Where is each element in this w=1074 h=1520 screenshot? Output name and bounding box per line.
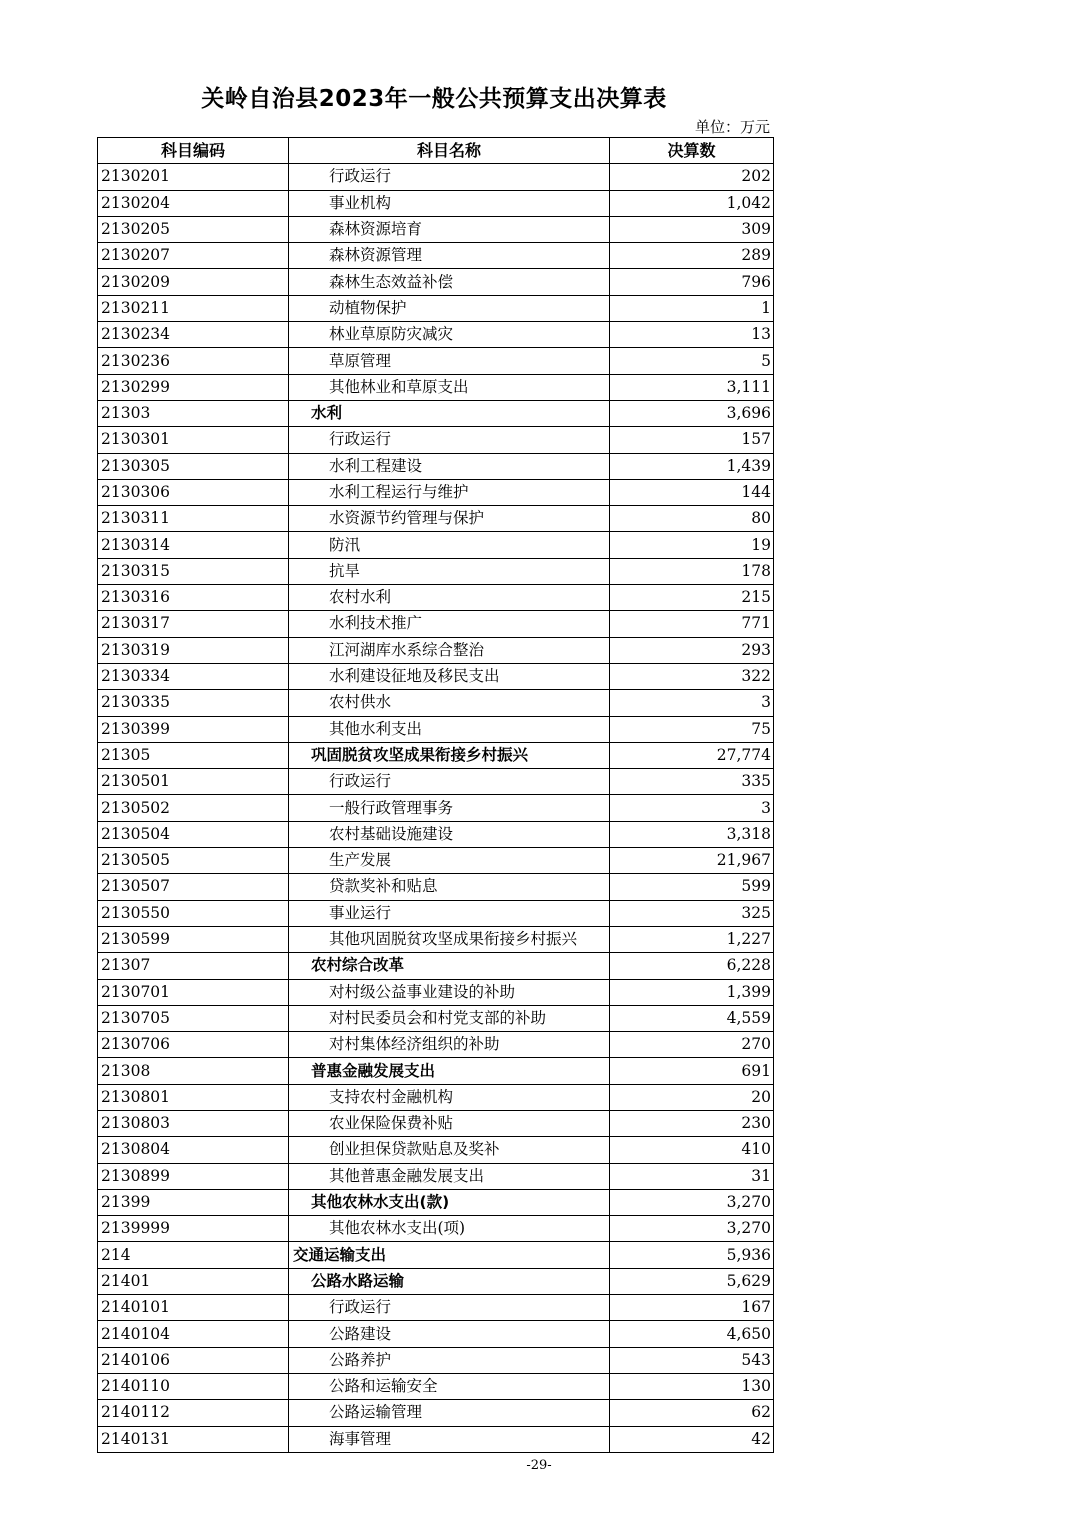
row-amount: 5 bbox=[610, 348, 774, 374]
table-row bbox=[98, 1242, 774, 1268]
row-name: 海事管理 bbox=[289, 1426, 610, 1452]
table-row bbox=[98, 690, 774, 716]
row-name: 对村级公益事业建设的补助 bbox=[289, 979, 610, 1005]
row-amount: 599 bbox=[610, 874, 774, 900]
row-name: 巩固脱贫攻坚成果衔接乡村振兴 bbox=[289, 742, 610, 768]
row-amount: 6,228 bbox=[610, 953, 774, 979]
row-amount: 289 bbox=[610, 243, 774, 269]
row-name: 对村集体经济组织的补助 bbox=[289, 1032, 610, 1058]
row-name: 水利工程运行与维护 bbox=[289, 479, 610, 505]
row-name: 普惠金融发展支出 bbox=[289, 1058, 610, 1084]
row-code: 2130234 bbox=[98, 322, 289, 348]
row-code: 214 bbox=[98, 1242, 289, 1268]
row-code: 2130599 bbox=[98, 926, 289, 952]
row-amount: 5,936 bbox=[610, 1242, 774, 1268]
table-row bbox=[98, 848, 774, 874]
row-code: 2130314 bbox=[98, 532, 289, 558]
table-row bbox=[98, 269, 774, 295]
table-row bbox=[98, 374, 774, 400]
table-row bbox=[98, 190, 774, 216]
table-row bbox=[98, 874, 774, 900]
page-number: -29- bbox=[526, 1458, 552, 1473]
row-name: 生产发展 bbox=[289, 848, 610, 874]
row-name: 其他林业和草原支出 bbox=[289, 374, 610, 400]
row-amount: 1,399 bbox=[610, 979, 774, 1005]
row-code: 2140101 bbox=[98, 1295, 289, 1321]
table-row bbox=[98, 532, 774, 558]
table-row bbox=[98, 585, 774, 611]
row-name: 农村基础设施建设 bbox=[289, 821, 610, 847]
row-amount: 4,650 bbox=[610, 1321, 774, 1347]
row-code: 2130399 bbox=[98, 716, 289, 742]
row-code: 2130504 bbox=[98, 821, 289, 847]
table-row bbox=[98, 427, 774, 453]
row-amount: 202 bbox=[610, 164, 774, 190]
table-row bbox=[98, 1400, 774, 1426]
row-code: 21308 bbox=[98, 1058, 289, 1084]
row-code: 2130550 bbox=[98, 900, 289, 926]
row-amount: 80 bbox=[610, 506, 774, 532]
row-code: 2130306 bbox=[98, 479, 289, 505]
row-name: 交通运输支出 bbox=[289, 1242, 610, 1268]
row-name: 草原管理 bbox=[289, 348, 610, 374]
row-amount: 1,439 bbox=[610, 453, 774, 479]
row-amount: 325 bbox=[610, 900, 774, 926]
row-amount: 1 bbox=[610, 295, 774, 321]
row-name: 森林资源培育 bbox=[289, 216, 610, 242]
table-row bbox=[98, 1058, 774, 1084]
row-amount: 31 bbox=[610, 1163, 774, 1189]
row-code: 2130201 bbox=[98, 164, 289, 190]
table-row bbox=[98, 295, 774, 321]
row-name: 一般行政管理事务 bbox=[289, 795, 610, 821]
row-code: 2130209 bbox=[98, 269, 289, 295]
row-amount: 771 bbox=[610, 611, 774, 637]
row-code: 2130706 bbox=[98, 1032, 289, 1058]
row-name: 农村综合改革 bbox=[289, 953, 610, 979]
row-amount: 144 bbox=[610, 479, 774, 505]
row-name: 公路运输管理 bbox=[289, 1400, 610, 1426]
row-name: 行政运行 bbox=[289, 164, 610, 190]
row-code: 2130315 bbox=[98, 558, 289, 584]
table-row bbox=[98, 637, 774, 663]
row-amount: 27,774 bbox=[610, 742, 774, 768]
row-name: 事业运行 bbox=[289, 900, 610, 926]
table-row bbox=[98, 506, 774, 532]
row-code: 2140131 bbox=[98, 1426, 289, 1452]
row-code: 21401 bbox=[98, 1268, 289, 1294]
table-row bbox=[98, 1321, 774, 1347]
row-code: 2130804 bbox=[98, 1137, 289, 1163]
row-code: 2130507 bbox=[98, 874, 289, 900]
row-code: 2130899 bbox=[98, 1163, 289, 1189]
row-amount: 322 bbox=[610, 663, 774, 689]
row-name: 森林资源管理 bbox=[289, 243, 610, 269]
table-row bbox=[98, 900, 774, 926]
row-amount: 1,042 bbox=[610, 190, 774, 216]
row-amount: 309 bbox=[610, 216, 774, 242]
table-row bbox=[98, 821, 774, 847]
row-name: 其他农林水支出(项) bbox=[289, 1216, 610, 1242]
row-code: 2130334 bbox=[98, 663, 289, 689]
row-amount: 20 bbox=[610, 1084, 774, 1110]
row-code: 2130311 bbox=[98, 506, 289, 532]
table-row bbox=[98, 1347, 774, 1373]
row-code: 2130502 bbox=[98, 795, 289, 821]
row-code: 2130211 bbox=[98, 295, 289, 321]
row-name: 公路和运输安全 bbox=[289, 1373, 610, 1399]
row-amount: 335 bbox=[610, 769, 774, 795]
row-code: 2130299 bbox=[98, 374, 289, 400]
row-name: 对村民委员会和村党支部的补助 bbox=[289, 1005, 610, 1031]
table-body bbox=[98, 164, 774, 1453]
row-amount: 270 bbox=[610, 1032, 774, 1058]
budget-table bbox=[97, 137, 774, 1453]
table-header-row bbox=[98, 138, 774, 164]
row-amount: 3,318 bbox=[610, 821, 774, 847]
table-row bbox=[98, 611, 774, 637]
row-name: 行政运行 bbox=[289, 769, 610, 795]
row-name: 其他普惠金融发展支出 bbox=[289, 1163, 610, 1189]
row-name: 事业机构 bbox=[289, 190, 610, 216]
row-name: 水利工程建设 bbox=[289, 453, 610, 479]
row-code: 2130301 bbox=[98, 427, 289, 453]
row-name: 贷款奖补和贴息 bbox=[289, 874, 610, 900]
row-name: 行政运行 bbox=[289, 1295, 610, 1321]
table-row bbox=[98, 1137, 774, 1163]
table-row bbox=[98, 348, 774, 374]
row-code: 2139999 bbox=[98, 1216, 289, 1242]
row-code: 2140104 bbox=[98, 1321, 289, 1347]
table-row bbox=[98, 322, 774, 348]
row-code: 2130501 bbox=[98, 769, 289, 795]
row-amount: 19 bbox=[610, 532, 774, 558]
row-name: 公路水路运输 bbox=[289, 1268, 610, 1294]
row-code: 2130317 bbox=[98, 611, 289, 637]
row-amount: 157 bbox=[610, 427, 774, 453]
row-code: 21307 bbox=[98, 953, 289, 979]
row-name: 江河湖库水系综合整治 bbox=[289, 637, 610, 663]
row-name: 水利 bbox=[289, 400, 610, 426]
table-row bbox=[98, 742, 774, 768]
row-name: 防汛 bbox=[289, 532, 610, 558]
row-code: 2130803 bbox=[98, 1110, 289, 1136]
table-row bbox=[98, 953, 774, 979]
table-row bbox=[98, 479, 774, 505]
table-row bbox=[98, 926, 774, 952]
row-code: 21303 bbox=[98, 400, 289, 426]
table-row bbox=[98, 979, 774, 1005]
row-code: 2130705 bbox=[98, 1005, 289, 1031]
row-name: 其他农林水支出(款) bbox=[289, 1189, 610, 1215]
row-amount: 75 bbox=[610, 716, 774, 742]
table-row bbox=[98, 1189, 774, 1215]
row-amount: 796 bbox=[610, 269, 774, 295]
page-title: 关岭自治县2023年一般公共预算支出决算表 bbox=[201, 86, 667, 112]
row-amount: 167 bbox=[610, 1295, 774, 1321]
row-code: 2130335 bbox=[98, 690, 289, 716]
row-amount: 3 bbox=[610, 795, 774, 821]
table-row bbox=[98, 216, 774, 242]
row-name: 水利技术推广 bbox=[289, 611, 610, 637]
table-row bbox=[98, 164, 774, 190]
row-name: 农村水利 bbox=[289, 585, 610, 611]
row-name: 森林生态效益补偿 bbox=[289, 269, 610, 295]
row-name: 动植物保护 bbox=[289, 295, 610, 321]
table-row bbox=[98, 1110, 774, 1136]
row-amount: 5,629 bbox=[610, 1268, 774, 1294]
row-name: 水利建设征地及移民支出 bbox=[289, 663, 610, 689]
header-name: 科目名称 bbox=[289, 138, 610, 164]
row-amount: 130 bbox=[610, 1373, 774, 1399]
row-name: 抗旱 bbox=[289, 558, 610, 584]
row-code: 2140110 bbox=[98, 1373, 289, 1399]
row-code: 2130204 bbox=[98, 190, 289, 216]
row-name: 水资源节约管理与保护 bbox=[289, 506, 610, 532]
header-amount: 决算数 bbox=[610, 138, 774, 164]
table-row bbox=[98, 400, 774, 426]
row-code: 2130505 bbox=[98, 848, 289, 874]
row-amount: 215 bbox=[610, 585, 774, 611]
row-amount: 3 bbox=[610, 690, 774, 716]
row-amount: 3,270 bbox=[610, 1216, 774, 1242]
row-code: 2130207 bbox=[98, 243, 289, 269]
table-row bbox=[98, 716, 774, 742]
row-code: 2130205 bbox=[98, 216, 289, 242]
table-row bbox=[98, 1005, 774, 1031]
row-amount: 42 bbox=[610, 1426, 774, 1452]
table-row bbox=[98, 1295, 774, 1321]
row-amount: 178 bbox=[610, 558, 774, 584]
row-name: 行政运行 bbox=[289, 427, 610, 453]
table-row bbox=[98, 453, 774, 479]
row-name: 其他水利支出 bbox=[289, 716, 610, 742]
table-row bbox=[98, 1373, 774, 1399]
row-name: 公路建设 bbox=[289, 1321, 610, 1347]
row-name: 农村供水 bbox=[289, 690, 610, 716]
unit-label: 单位：万元 bbox=[694, 118, 770, 136]
row-code: 2130305 bbox=[98, 453, 289, 479]
row-amount: 62 bbox=[610, 1400, 774, 1426]
row-code: 2130236 bbox=[98, 348, 289, 374]
row-amount: 293 bbox=[610, 637, 774, 663]
table-row bbox=[98, 663, 774, 689]
row-name: 其他巩固脱贫攻坚成果衔接乡村振兴 bbox=[289, 926, 610, 952]
table-row bbox=[98, 243, 774, 269]
table-row bbox=[98, 1163, 774, 1189]
row-name: 支持农村金融机构 bbox=[289, 1084, 610, 1110]
row-code: 21399 bbox=[98, 1189, 289, 1215]
row-code: 2130801 bbox=[98, 1084, 289, 1110]
row-code: 2130701 bbox=[98, 979, 289, 1005]
row-amount: 21,967 bbox=[610, 848, 774, 874]
row-code: 2140112 bbox=[98, 1400, 289, 1426]
table-row bbox=[98, 795, 774, 821]
row-amount: 3,270 bbox=[610, 1189, 774, 1215]
row-amount: 3,696 bbox=[610, 400, 774, 426]
table-row bbox=[98, 1032, 774, 1058]
row-code: 21305 bbox=[98, 742, 289, 768]
row-name: 创业担保贷款贴息及奖补 bbox=[289, 1137, 610, 1163]
row-amount: 691 bbox=[610, 1058, 774, 1084]
row-amount: 1,227 bbox=[610, 926, 774, 952]
row-code: 2130316 bbox=[98, 585, 289, 611]
row-amount: 13 bbox=[610, 322, 774, 348]
table-row bbox=[98, 1216, 774, 1242]
row-amount: 410 bbox=[610, 1137, 774, 1163]
table-row bbox=[98, 1426, 774, 1452]
table-row bbox=[98, 1268, 774, 1294]
table-row bbox=[98, 558, 774, 584]
row-code: 2140106 bbox=[98, 1347, 289, 1373]
row-name: 林业草原防灾减灾 bbox=[289, 322, 610, 348]
table-row bbox=[98, 769, 774, 795]
row-amount: 4,559 bbox=[610, 1005, 774, 1031]
row-amount: 230 bbox=[610, 1110, 774, 1136]
row-code: 2130319 bbox=[98, 637, 289, 663]
header-code: 科目编码 bbox=[98, 138, 289, 164]
row-name: 农业保险保费补贴 bbox=[289, 1110, 610, 1136]
table-row bbox=[98, 1084, 774, 1110]
row-name: 公路养护 bbox=[289, 1347, 610, 1373]
row-amount: 543 bbox=[610, 1347, 774, 1373]
row-amount: 3,111 bbox=[610, 374, 774, 400]
